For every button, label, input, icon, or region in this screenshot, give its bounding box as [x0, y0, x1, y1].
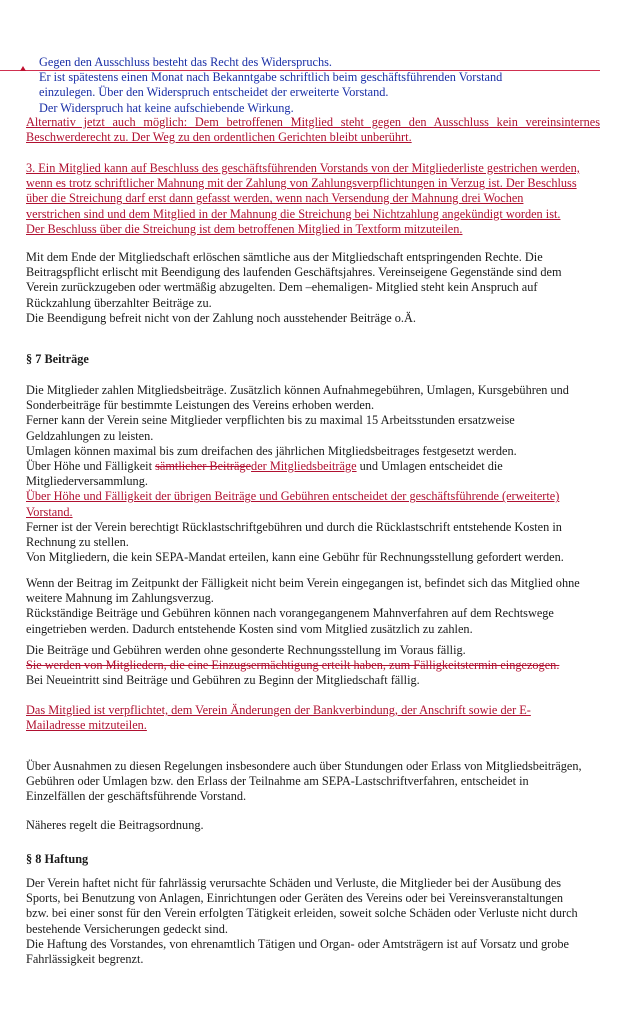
text-line: Der Beschluss über die Streichung ist dem betroffenen Mitglied in Textform mitzuteilen.	[26, 221, 463, 236]
text-line: Rückzahlung überzahlter Beiträge zu.	[26, 295, 212, 310]
text-line: einzulegen. Über den Widerspruch entscheidet der erweiterte Vorstand.	[39, 85, 389, 100]
objection-block	[39, 55, 599, 116]
text-line: Mit dem Ende der Mitgliedschaft erlöschen sämtliche aus der Mitgliedschaft entspringenden Rechte. Die	[26, 250, 543, 264]
text-line: Das Mitglied ist verpflichtet, dem Verein Änderungen der Bankverbindung, der Anschrift sowie der E-	[26, 703, 531, 717]
alternative-block	[26, 115, 600, 145]
text-line: Die Beiträge und Gebühren werden ohne gesonderte Rechnungsstellung im Voraus fällig.	[26, 643, 466, 657]
text-line: Wenn der Beitrag im Zeitpunkt der Fälligkeit nicht beim Verein eingegangen ist, befindet sich das Mitglied ohne	[26, 576, 580, 590]
text-line: Ferner kann der Verein seine Mitglieder verpflichten bis zu maximal 15 Arbeitsstunden ersatzweise	[26, 413, 515, 428]
text-line: Sonderbeiträge für bestimmte Leistungen des Vereins erhoben werden.	[26, 398, 375, 413]
text-line: Fahrlässigkeit begrenzt.	[26, 952, 144, 967]
struck-text: sämtlicher Beiträge	[155, 459, 252, 474]
deletion-paragraph	[26, 161, 600, 237]
text-line: bzw. bei einer sonst für den Verein erfolgten Tätigkeit erleiden, soweit solche Schäden oder Verluste nicht durch	[26, 906, 578, 921]
text-line: Geldzahlungen zu leisten.	[26, 428, 154, 443]
text-line: Über Höhe und Fälligkeit der übrigen Beiträge und Gebühren entscheidet der geschäftsführende (erweiterte)	[26, 489, 560, 504]
text-line: eingetrieben werden. Dadurch entstehende Kosten sind vom Mitglied zusätzlich zu zahlen.	[26, 621, 473, 636]
text-line: Die Beendigung befreit nicht von der Zahlung noch ausstehender Beiträge o.Ä.	[26, 310, 416, 325]
struck-text: Sie werden von Mitgliedern, die eine Einzugsermächtigung erteilt haben, zum Fälligkeitstermin eingezogen.	[26, 658, 560, 673]
text-line: Ferner ist der Verein berechtigt Rücklastschriftgebühren und durch die Rücklastschrift entstehende Kosten in	[26, 519, 562, 534]
text-line: Rechnung zu stellen.	[26, 535, 129, 550]
section-heading-7: § 7 Beiträge	[26, 352, 89, 366]
text-line: Gegen den Ausschluss besteht das Recht des Widerspruchs.	[39, 55, 332, 69]
text-line: wenn es trotz schriftlicher Mahnung mit der Zahlung von Zahlungsverpflichtungen in Verzug ist. Der Beschluss	[26, 176, 577, 191]
text-line: Er ist spätestens einen Monat nach Bekanntgabe schriftlich beim geschäftsführenden Vorstand	[39, 70, 503, 85]
text-line: Mailadresse mitzuteilen.	[26, 718, 147, 733]
due-date-block	[26, 643, 600, 689]
text-line: 3. Ein Mitglied kann auf Beschluss des geschäftsführenden Vorstands von der Mitgliederliste gestrichen werden,	[26, 161, 580, 175]
text-line: Beschwerderecht zu. Der Weg zu den ordentlichen Gerichten bleibt unberührt.	[26, 130, 412, 145]
text-line: Über Ausnahmen zu diesen Regelungen insbesondere auch über Stundungen oder Erlass von Mitgliedsbeiträgen,	[26, 759, 582, 773]
text-line: Vorstand.	[26, 504, 73, 519]
text-line: Mitgliederversammlung.	[26, 474, 148, 489]
contributions-block	[26, 383, 600, 565]
fee-rules-note: Näheres regelt die Beitragsordnung.	[26, 818, 204, 832]
text-line: weitere Mahnung im Zahlungsverzug.	[26, 591, 214, 606]
inserted-text: der Mitgliedsbeiträge	[251, 459, 357, 474]
text-line: Rückständige Beiträge und Gebühren können nach vorangegangenem Mahnverfahren auf dem Rechtswege	[26, 606, 554, 621]
insertion-mark-icon	[20, 66, 26, 71]
text-line: Sports, bei Benutzung von Anlagen, Einrichtungen oder Geräten des Vereins oder bei Vereinsveranstaltungen	[26, 891, 564, 906]
text-line: Beitragspflicht erlischt mit Beendigung des laufenden Geschäftsjahres. Vereinseigene Gegenstände sind dem	[26, 265, 562, 280]
text-line: Von Mitgliedern, die kein SEPA-Mandat erteilen, kann eine Gebühr für Rechnungsstellung gefordert werden.	[26, 550, 564, 565]
text-line: Einzelfällen der geschäftsführende Vorstand.	[26, 789, 247, 804]
membership-end-paragraph	[26, 250, 600, 326]
payment-default-block	[26, 576, 600, 637]
bank-change-block	[26, 703, 600, 733]
text-line: Über Höhe und Fälligkeit sämtlicher Beiträgeder Mitgliedsbeiträge und Umlagen entscheidet die	[26, 459, 503, 474]
text-line: Verein zurückzugeben oder wertmäßig abzugelten. Dem –ehemaligen- Mitglied steht kein Anspruch auf	[26, 280, 538, 295]
text-line: Der Widerspruch hat keine aufschiebende Wirkung.	[39, 100, 294, 115]
text-line: verstrichen sind und dem Mitglied in der Mahnung die Streichung bei Nichtzahlung angekündigt worden ist.	[26, 206, 561, 221]
text-line: bestehende Versicherungen gedeckt sind.	[26, 921, 228, 936]
text-line: Der Verein haftet nicht für fahrlässig verursachte Schäden und Verluste, die Mitglieder bei der Ausübung des	[26, 876, 561, 890]
text-line: Bei Neueintritt sind Beiträge und Gebühren zu Beginn der Mitgliedschaft fällig.	[26, 673, 420, 688]
text-line: Die Mitglieder zahlen Mitgliedsbeiträge. Zusätzlich können Aufnahmegebühren, Umlagen, Kursgebühren und	[26, 383, 569, 397]
text-line: Umlagen können maximal bis zum dreifachen des jährlichen Mitgliedsbeitrages festgesetzt werden.	[26, 443, 517, 458]
liability-block	[26, 876, 600, 967]
section-heading-8: § 8 Haftung	[26, 852, 89, 866]
text-line: Gebühren oder Umlagen bzw. den Erlass der Teilnahme am SEPA-Lastschriftverfahren, entscheidet in	[26, 774, 529, 789]
text-line: über die Streichung darf erst dann gefasst werden, wenn nach Versendung der Mahnung drei Wochen	[26, 191, 524, 206]
text-line: Die Haftung des Vorstandes, von ehrenamtlich Tätigen und Organ- oder Amtsträgern ist auf Vorsatz und grobe	[26, 936, 569, 951]
text-line: Alternativ jetzt auch möglich: Dem betroffenen Mitglied steht gegen den Ausschluss kein vereinsinternes	[26, 115, 600, 129]
exceptions-block	[26, 759, 600, 805]
